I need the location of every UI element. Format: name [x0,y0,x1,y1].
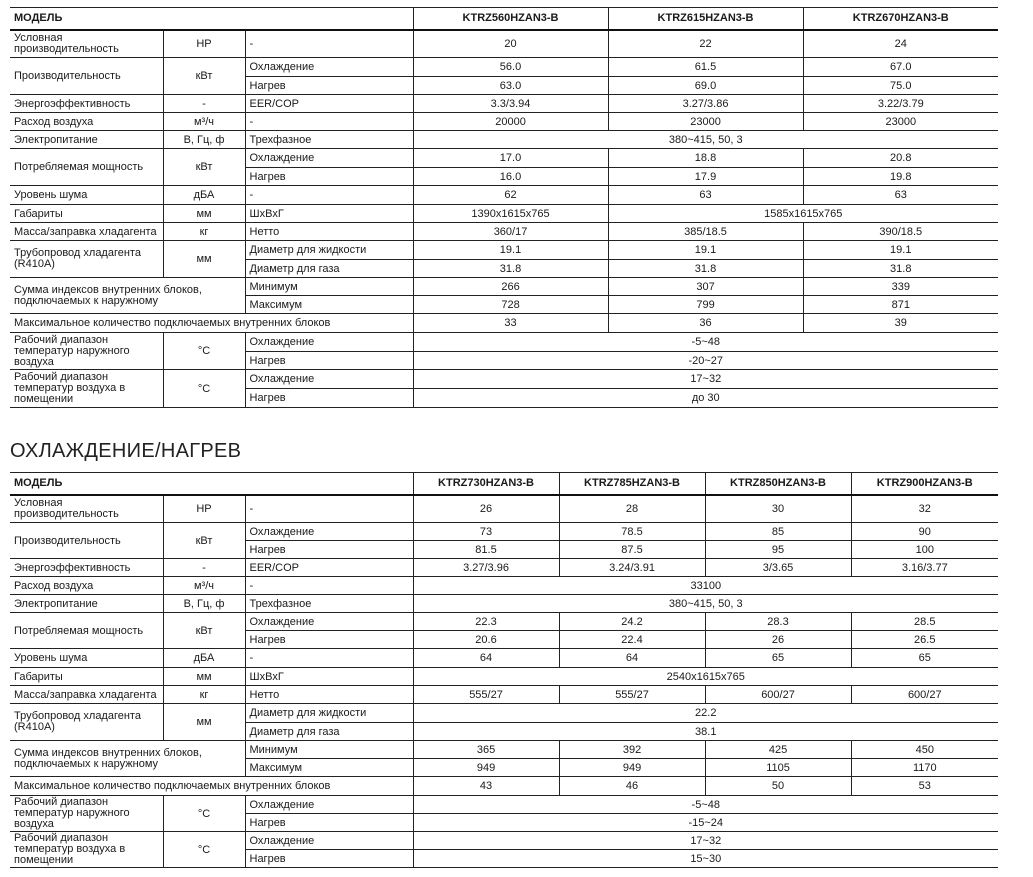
value: -5~48 [413,796,998,814]
value: 78.5 [559,523,705,541]
value: 69.0 [608,77,803,95]
row-piping-liquid [10,704,998,723]
param-label: Масса/заправка хладагента [10,223,163,241]
param-label: Максимальное количество подключаемых внутренних блоков [10,314,413,333]
value: 600/27 [851,686,998,704]
value: 32 [851,495,998,523]
value: 33 [413,314,608,333]
value: 19.1 [608,241,803,260]
value: 36 [608,314,803,333]
value: 33100 [413,577,998,595]
mode: - [245,113,413,131]
value: 30 [705,495,851,523]
param-label: Уровень шума [10,649,163,668]
section-title: ОХЛАЖДЕНИЕ/НАГРЕВ [10,440,242,462]
param-label: Энергоэффективность [10,95,163,113]
mode: Нагрев [245,631,413,649]
value: 64 [413,649,559,668]
unit: мм [163,704,245,741]
value: 75.0 [803,77,998,95]
param-label: Рабочий диапазон температур воздуха в помещении [10,832,163,868]
mode: Охлаждение [245,832,413,850]
mode: Нагрев [245,168,413,186]
value: 339 [803,278,998,296]
row-max-units [10,777,998,796]
value: 95 [705,541,851,559]
model-name: KTRZ615HZAN3-B [608,8,803,30]
param-label: Условная производительность [10,30,163,58]
mode: Минимум [245,278,413,296]
model-name: KTRZ730HZAN3-B [413,473,559,495]
row-capacity-hp [10,495,998,523]
mode: Диаметр для жидкости [245,241,413,260]
row-indoor-cooling [10,832,998,850]
unit: В, Гц, ф [163,595,245,613]
unit: дБА [163,649,245,668]
param-label: Расход воздуха [10,113,163,131]
value: 1170 [851,759,998,777]
model-name: KTRZ785HZAN3-B [559,473,705,495]
param-label: Потребляемая мощность [10,149,163,186]
row-index-min [10,741,998,759]
model-name: KTRZ560HZAN3-B [413,8,608,30]
mode: - [245,577,413,595]
row-power-supply [10,595,998,613]
param-label: Потребляемая мощность [10,613,163,649]
mode: Охлаждение [245,333,413,352]
value: 61.5 [608,58,803,77]
mode: ШxВxГ [245,668,413,686]
unit: °C [163,796,245,832]
value: 799 [608,296,803,314]
value: 20.8 [803,149,998,168]
value: 18.8 [608,149,803,168]
row-dimensions [10,205,998,223]
mode: Охлаждение [245,613,413,631]
unit: кг [163,686,245,704]
mode: Охлаждение [245,58,413,77]
value: 26 [705,631,851,649]
mode: Максимум [245,296,413,314]
value: 22.3 [413,613,559,631]
unit: мм [163,241,245,278]
value: 24 [803,30,998,58]
param-label: Электропитание [10,595,163,613]
row-power-supply [10,131,998,149]
param-label: Рабочий диапазон температур наружного воздуха [10,796,163,832]
value: 50 [705,777,851,796]
mode: - [245,186,413,205]
value: 53 [851,777,998,796]
mode: EER/COP [245,559,413,577]
value: 390/18.5 [803,223,998,241]
value: 20000 [413,113,608,131]
value: 17.0 [413,149,608,168]
header-row [10,8,998,30]
mode: Охлаждение [245,523,413,541]
value: 56.0 [413,58,608,77]
value: 43 [413,777,559,796]
value: 23000 [803,113,998,131]
spec-table-2 [10,472,998,868]
value: 67.0 [803,58,998,77]
value: 871 [803,296,998,314]
mode: Трехфазное [245,595,413,613]
value: 1585x1615x765 [608,205,998,223]
value: 3.24/3.91 [559,559,705,577]
row-power-input-cooling [10,149,998,168]
value: 1105 [705,759,851,777]
model-name: KTRZ900HZAN3-B [851,473,998,495]
mode: Нагрев [245,389,413,408]
unit: В, Гц, ф [163,131,245,149]
mode: Трехфазное [245,131,413,149]
mode: Нагрев [245,850,413,868]
value: 425 [705,741,851,759]
value: 31.8 [803,260,998,278]
value: 365 [413,741,559,759]
value: 307 [608,278,803,296]
unit: кг [163,223,245,241]
unit: - [163,559,245,577]
unit: °C [163,370,245,408]
value: -5~48 [413,333,998,352]
param-label: Условная производительность [10,495,163,523]
value: 1390x1615x765 [413,205,608,223]
mode: ШxВxГ [245,205,413,223]
value: 63 [803,186,998,205]
row-index-min [10,278,998,296]
value: 16.0 [413,168,608,186]
value: 31.8 [608,260,803,278]
value: 385/18.5 [608,223,803,241]
row-efficiency [10,559,998,577]
value: 22.2 [413,704,998,723]
param-label: Расход воздуха [10,577,163,595]
mode: Охлаждение [245,370,413,389]
param-label: Уровень шума [10,186,163,205]
row-dimensions [10,668,998,686]
value: 28.3 [705,613,851,631]
model-label: МОДЕЛЬ [10,473,413,495]
value: 450 [851,741,998,759]
value: 64 [559,649,705,668]
row-power-input-cooling [10,613,998,631]
value: 3.16/3.77 [851,559,998,577]
value: 17.9 [608,168,803,186]
row-weight [10,686,998,704]
value: 15~30 [413,850,998,868]
param-label: Рабочий диапазон температур наружного воздуха [10,333,163,370]
row-airflow [10,113,998,131]
value: 555/27 [559,686,705,704]
value: 17~32 [413,832,998,850]
param-label: Энергоэффективность [10,559,163,577]
value: 81.5 [413,541,559,559]
unit: HP [163,30,245,58]
mode: Нетто [245,223,413,241]
value: 39 [803,314,998,333]
row-noise [10,649,998,668]
value: 31.8 [413,260,608,278]
value: до 30 [413,389,998,408]
value: 3.27/3.96 [413,559,559,577]
mode: Охлаждение [245,149,413,168]
value: 65 [851,649,998,668]
value: 380~415, 50, 3 [413,131,998,149]
param-label: Трубопровод хладагента (R410A) [10,704,163,741]
param-label: Масса/заправка хладагента [10,686,163,704]
value: 73 [413,523,559,541]
model-name: KTRZ850HZAN3-B [705,473,851,495]
value: 949 [413,759,559,777]
value: 63 [608,186,803,205]
value: 3.27/3.86 [608,95,803,113]
value: 392 [559,741,705,759]
param-label: Трубопровод хладагента (R410A) [10,241,163,278]
unit: мм [163,205,245,223]
unit: м³/ч [163,577,245,595]
spec-table-1 [10,7,998,408]
value: 38.1 [413,723,998,741]
value: 46 [559,777,705,796]
mode: Диаметр для жидкости [245,704,413,723]
model-name: KTRZ670HZAN3-B [803,8,998,30]
param-label: Сумма индексов внутренних блоков, подключаемых к наружному [10,278,245,314]
row-max-units [10,314,998,333]
row-outdoor-cooling [10,333,998,352]
value: 17~32 [413,370,998,389]
value: 266 [413,278,608,296]
unit: °C [163,333,245,370]
param-label: Производительность [10,523,163,559]
value: 3/3.65 [705,559,851,577]
mode: Нагрев [245,352,413,370]
row-efficiency [10,95,998,113]
unit: кВт [163,523,245,559]
param-label: Габариты [10,668,163,686]
value: 90 [851,523,998,541]
mode: Максимум [245,759,413,777]
mode: Минимум [245,741,413,759]
value: 63.0 [413,77,608,95]
value: 22 [608,30,803,58]
model-label: МОДЕЛЬ [10,8,413,30]
value: -15~24 [413,814,998,832]
unit: мм [163,668,245,686]
param-label: Сумма индексов внутренних блоков, подключаемых к наружному [10,741,245,777]
value: 62 [413,186,608,205]
row-weight [10,223,998,241]
value: 2540x1615x765 [413,668,998,686]
header-row [10,473,998,495]
mode: Диаметр для газа [245,723,413,741]
value: 3.22/3.79 [803,95,998,113]
param-label: Максимальное количество подключаемых внутренних блоков [10,777,413,796]
row-outdoor-cooling [10,796,998,814]
value: 380~415, 50, 3 [413,595,998,613]
value: 85 [705,523,851,541]
unit: кВт [163,613,245,649]
value: 100 [851,541,998,559]
value: -20~27 [413,352,998,370]
param-label: Электропитание [10,131,163,149]
mode: Охлаждение [245,796,413,814]
value: 65 [705,649,851,668]
unit: кВт [163,149,245,186]
value: 23000 [608,113,803,131]
row-noise [10,186,998,205]
unit: кВт [163,58,245,95]
mode: - [245,495,413,523]
value: 360/17 [413,223,608,241]
mode: Диаметр для газа [245,260,413,278]
value: 3.3/3.94 [413,95,608,113]
row-capacity-cooling [10,58,998,77]
mode: - [245,30,413,58]
value: 20 [413,30,608,58]
value: 26.5 [851,631,998,649]
unit: м³/ч [163,113,245,131]
value: 600/27 [705,686,851,704]
unit: дБА [163,186,245,205]
value: 20.6 [413,631,559,649]
unit: HP [163,495,245,523]
value: 949 [559,759,705,777]
mode: Нагрев [245,541,413,559]
row-capacity-hp [10,30,998,58]
param-label: Габариты [10,205,163,223]
unit: - [163,95,245,113]
mode: Нагрев [245,814,413,832]
value: 555/27 [413,686,559,704]
param-label: Производительность [10,58,163,95]
value: 28.5 [851,613,998,631]
mode: Нетто [245,686,413,704]
row-indoor-cooling [10,370,998,389]
value: 19.8 [803,168,998,186]
unit: °C [163,832,245,868]
param-label: Рабочий диапазон температур воздуха в помещении [10,370,163,408]
value: 24.2 [559,613,705,631]
value: 19.1 [413,241,608,260]
row-airflow [10,577,998,595]
value: 22.4 [559,631,705,649]
mode: Нагрев [245,77,413,95]
value: 19.1 [803,241,998,260]
row-capacity-cooling [10,523,998,541]
mode: EER/COP [245,95,413,113]
value: 87.5 [559,541,705,559]
value: 728 [413,296,608,314]
mode: - [245,649,413,668]
row-piping-liquid [10,241,998,260]
value: 28 [559,495,705,523]
value: 26 [413,495,559,523]
